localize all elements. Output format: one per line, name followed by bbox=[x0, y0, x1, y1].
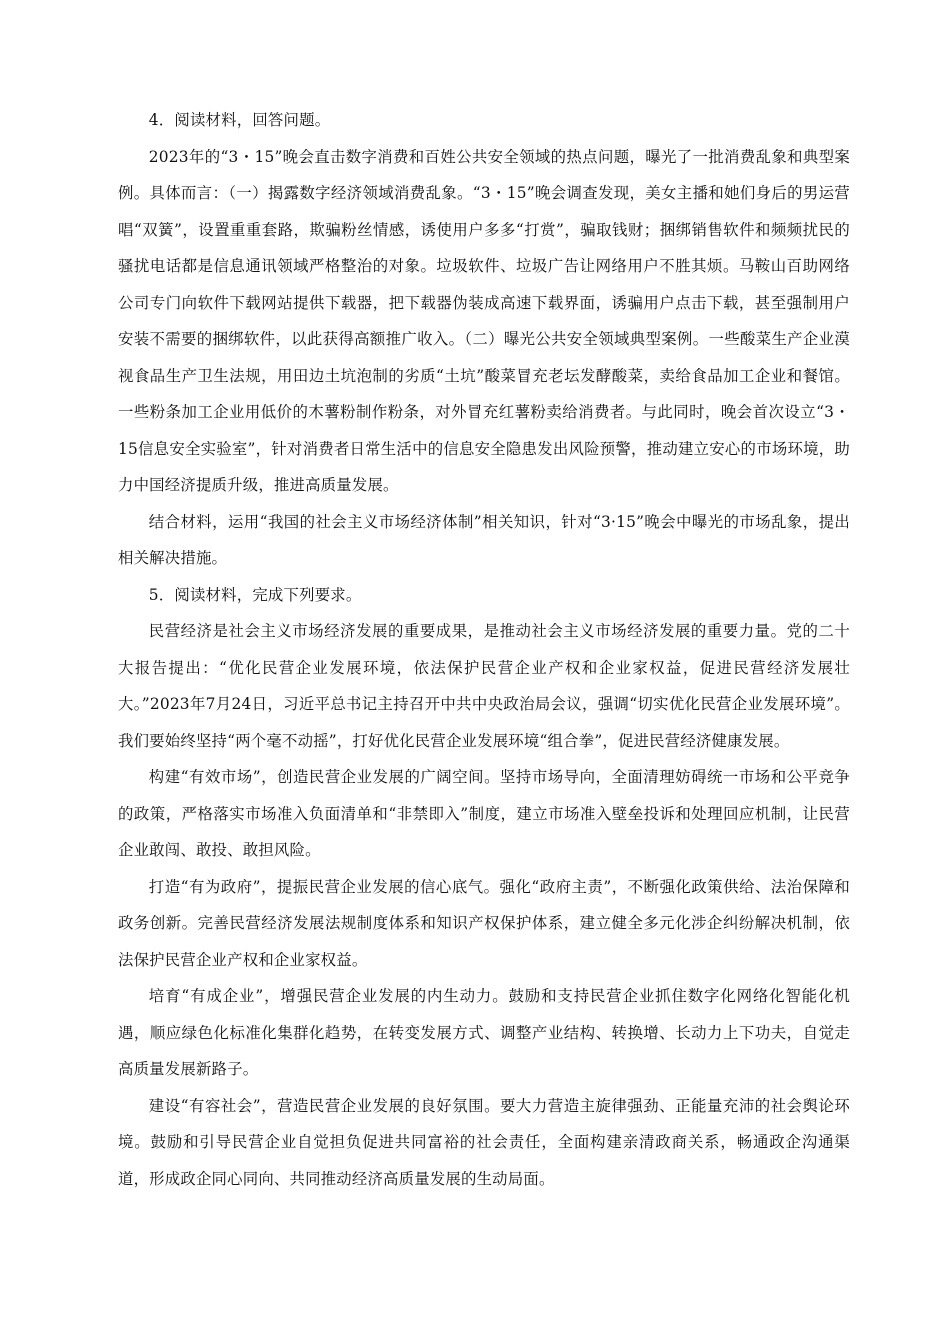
question-4-prompt: 结合材料，运用“我国的社会主义市场经济体制”相关知识，针对“3·15”晚会中曝光的市场乱象，提出相关解决措施。 bbox=[118, 512, 850, 567]
question-5-paragraph-4: 培育“有成企业”，增强民营企业发展的内生动力。鼓励和支持民营企业抓住数字化网络化智能化机遇，顺应绿色化标准化集群化趋势，在转变发展方式、调整产业结构、转换增、长动力上下功夫，自觉走高质量发展新路子。 bbox=[118, 987, 850, 1078]
question-4-title: 4．阅读材料，回答问题。 bbox=[148, 111, 331, 129]
question-4-material: 2023年的“3・15”晚会直击数字消费和百姓公共安全领域的热点问题，曝光了一批消费乱象和典型案例。具体而言：（一）揭露数字经济领域消费乱象。“3・15”晚会调查发现，美女主播和她们身后的男运营唱“双簧”，设置重重套路，欺骗粉丝情感，诱使用户多多“打赏”，骗取钱财；捆绑销售软件和频频扰民的骚扰电话都是信息通讯领域严格整治的对象。垃圾软件、垃圾广告让网络用户不胜其烦。马鞍山百助网络公司专门向软件下载网站提供下载器，把下载器伪装成高速下载界面，诱骗用户点击下载，甚至强制用户安装不需要的捆绑软件，以此获得高额推广收入。（二）曝光公共安全领域典型案例。一些酸菜生产企业漠视食品生产卫生法规，用田边土坑泡制的劣质“土坑”酸菜冒充老坛发酵酸菜，卖给食品加工企业和餐馆。一些粉条加工企业用低价的木薯粉制作粉条，对外冒充红薯粉卖给消费者。与此同时，晚会首次设立“3・15信息安全实验室”，针对消费者日常生活中的信息安全隐患发出风险预警，推动建立安心的市场环境，助力中国经济提质升级，推进高质量发展。 bbox=[118, 147, 850, 494]
question-5-paragraph-5: 建设“有容社会”，营造民营企业发展的良好氛围。要大力营造主旋律强劲、正能量充沛的社会舆论环境。鼓励和引导民营企业自觉担负促进共同富裕的社会责任，全面构建亲清政商关系，畅通政企沟通渠道，形成政企同心同向、共同推动经济高质量发展的生动局面。 bbox=[118, 1096, 850, 1188]
question-5-paragraph-3: 打造“有为政府”，提振民营企业发展的信心底气。强化“政府主责”，不断强化政策供给、法治保障和政务创新。完善民营经济发展法规制度体系和知识产权保护体系，建立健全多元化涉企纠纷解决机制，依法保护民营企业产权和企业家权益。 bbox=[118, 877, 850, 969]
page-content bbox=[118, 102, 850, 1197]
question-5-paragraph-2: 构建“有效市场”，创造民营企业发展的广阔空间。坚持市场导向，全面清理妨碍统一市场和公平竞争的政策，严格落实市场准入负面清单和“非禁即入”制度，建立市场准入壁垒投诉和处理回应机制，让民营企业敢闯、敢投、敢担风险。 bbox=[118, 768, 850, 859]
question-5-paragraph-1: 民营经济是社会主义市场经济发展的重要成果，是推动社会主义市场经济发展的重要力量。党的二十大报告提出：“优化民营企业发展环境，依法保护民营企业产权和企业家权益，促进民营经济发展壮大。”2023年7月24日，习近平总书记主持召开中共中央政治局会议，强调“切实优化民营企业发展环境”。我们要始终坚持“两个毫不动摇”，打好优化民营企业发展环境“组合拳”，促进民营经济健康发展。 bbox=[118, 622, 850, 750]
question-5-title: 5．阅读材料，完成下列要求。 bbox=[148, 585, 362, 604]
